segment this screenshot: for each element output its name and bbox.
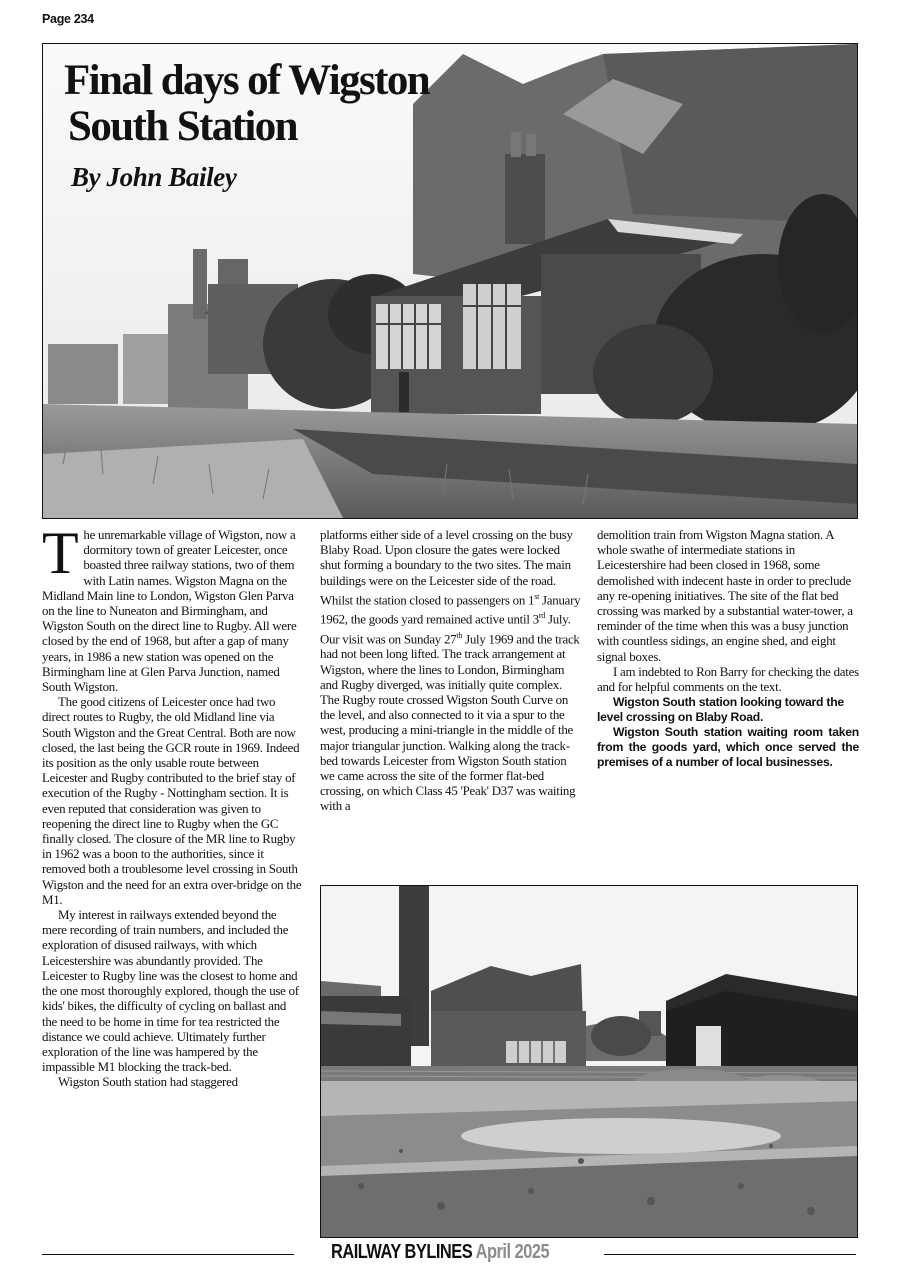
drop-cap: T bbox=[42, 520, 79, 586]
footer-rule-right bbox=[604, 1254, 856, 1255]
goods-yard-photo bbox=[320, 885, 858, 1238]
paragraph-1: The unremarkable village of Wigston, now a dormitory town of greater Leicester, once boasted three railway stations, two of them with Latin names. Wigston Magna on the Midland Main line to London, Wigston Glen Parva on the line to Nuneaton and Birmingham, and Wigston South on the direct line to Rugby. All were closed by the end of 1968, but after a gap of many years, in 1986 a new station was opened on the Birmingham line at Glen Parva Junction, named South Wigston. bbox=[42, 520, 297, 695]
title-line-2: South Station bbox=[68, 103, 297, 150]
paragraph-5: platforms either side of a level crossing on the busy Blaby Road. Upon closure the gates were locked shut forming a boundary to the two sites. The main buildings were on the Leicester side of the road. Whilst the station closed to passengers on 1st January 1962, the goods yard remained active until 3rd July. Our visit was on Sunday 27th July 1969 and the track had not been long lifted. The track arrangement at Wigston, where the lines to London, Birmingham and Rugby diverged, was initially quite complex. The Rugby route crossed Wigston South Curve on the level, and also connected to it via a spur to the west, producing a mini-triangle in the middle of the major triangular junction. Walking along the track-bed towards Leicester from Wigston South station we came across the site of the former flat-bed crossing, on which Class 45 'Peak' D37 was waiting with a bbox=[320, 528, 581, 814]
paragraph-4: Wigston South station had staggered bbox=[58, 1075, 238, 1090]
paragraph-3: My interest in railways extended beyond the mere recording of train numbers, and included the exploration of disused railways, with which Leicestershire was abundantly provided. The Leicester to Rugby line was the closest to home and the one most thoroughly explored, though the use of kids' bikes, the difficulty of cycling on ballast and the need to be home in time for tea restricted the distance we could achieve. Ultimately further exploration of the line was hampered by the impassible M1 blocking the track-bed. bbox=[42, 908, 299, 1075]
caption-1: Wigston South station looking toward the level crossing on Blaby Road. bbox=[597, 695, 844, 725]
text-column-1 bbox=[42, 520, 302, 1091]
paragraph-7: I am indebted to Ron Barry for checking the dates and for helpful comments on the text. bbox=[597, 664, 859, 695]
footer-rule-left bbox=[42, 1254, 294, 1255]
publication-name: RAILWAY BYLINES bbox=[331, 1241, 473, 1263]
caption-2: Wigston South station waiting room taken from the goods yard, which once served the premises of a number of local businesses. bbox=[597, 725, 859, 770]
text-column-3 bbox=[597, 528, 859, 770]
paragraph-6: demolition train from Wigston Magna station. A whole swathe of intermediate stations in Leicestershire had been closed in 1968, some demolished with indecent haste in order to preclude any re-opening initiatives. The site of the flat bed crossing was marked by a substantial water-tower, a reminder of the time when this was a busy junction with countless sidings, an engine shed, and eight signal boxes. bbox=[597, 528, 853, 664]
issue-date: April 2025 bbox=[475, 1241, 550, 1263]
byline: By John Bailey bbox=[71, 162, 237, 192]
paragraph-2: The good citizens of Leicester once had two direct routes to Rugby, the old Midland line via South Wigston and the Great Central. Both are now closed, the last being the GCR route in 1969. Indeed its position as the only usable route between Leicester and Rugby contributed to the brief stay of execution of the Rugby - Nottingham section. It is even reputed that consideration was given to reopening the direct line to Rugby when the GC finally closed. The closure of the MR line to Rugby in 1962 was a boon to the authorities, since it removed both a troublesome level crossing in South Wigston and the need for an extra over-bridge on the M1. bbox=[42, 695, 302, 907]
title-line-1: Final days of Wigston bbox=[64, 57, 430, 104]
footer bbox=[331, 1241, 549, 1264]
page-number: Page 234 bbox=[42, 12, 94, 26]
text-column-2 bbox=[320, 528, 582, 815]
article-title bbox=[64, 58, 429, 150]
